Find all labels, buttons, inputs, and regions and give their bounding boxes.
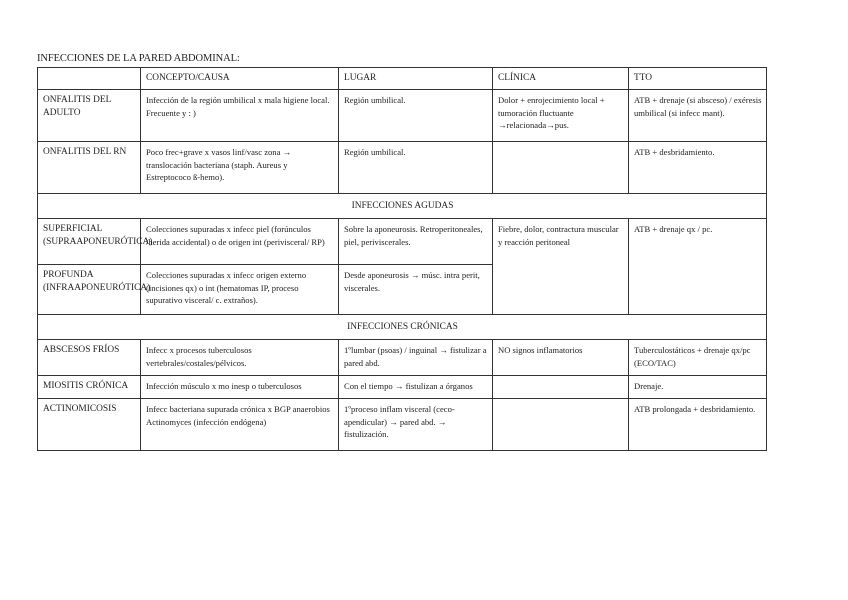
cell-concepto: Colecciones supuradas x infecc piel (forúnculos /herida accidental) o de origen int (perivisceral/ RP): [141, 219, 339, 265]
header-empty: [38, 68, 141, 90]
row-label: ABSCESOS FRÍOS: [38, 340, 141, 376]
table-row-onfalitis-rn: [38, 142, 767, 194]
cell-clinica-agudas: Fiebre, dolor, contractura muscular y reacción peritoneal: [493, 219, 629, 315]
cell-lugar: Sobre la aponeurosis. Retroperitoneales, piel, periviscerales.: [339, 219, 493, 265]
section-row-cronicas: [38, 315, 767, 340]
cell-concepto: Infección músculo x mo inesp o tuberculosos: [141, 376, 339, 399]
row-label: ONFALITIS DEL RN: [38, 142, 141, 194]
table-row-superficial: [38, 219, 767, 265]
cell-concepto: Infecc bacteriana supurada crónica x BGP anaerobios Actinomyces (infección endógena): [141, 399, 339, 451]
cell-tto: Tuberculostáticos + drenaje qx/pc (ECO/TAC): [629, 340, 767, 376]
section-heading-agudas: INFECCIONES AGUDAS: [38, 194, 767, 219]
table-header-row: [38, 68, 767, 90]
cell-tto-agudas: ATB + drenaje qx / pc.: [629, 219, 767, 315]
table-row-miositis: [38, 376, 767, 399]
infections-table: [37, 67, 767, 451]
section-row-agudas: [38, 194, 767, 219]
header-clinica: CLÍNICA: [493, 68, 629, 90]
cell-tto: Drenaje.: [629, 376, 767, 399]
cell-lugar: Región umbilical.: [339, 142, 493, 194]
cell-lugar: Región umbilical.: [339, 90, 493, 142]
header-lugar: LUGAR: [339, 68, 493, 90]
cell-concepto: Poco frec+grave x vasos linf/vasc zona → translocación bacteriana (staph. Aureus y Estreptococo ß-hemo).: [141, 142, 339, 194]
table-row-actinomicosis: [38, 399, 767, 451]
row-label: ACTINOMICOSIS: [38, 399, 141, 451]
cell-clinica: [493, 142, 629, 194]
cell-tto: ATB + desbridamiento.: [629, 142, 767, 194]
cell-tto: ATB + drenaje (si absceso) / exéresis umbilical (si infecc mant).: [629, 90, 767, 142]
cell-clinica: Dolor + enrojecimiento local + tumoración fluctuante →relacionada→pus.: [493, 90, 629, 142]
document-title: INFECCIONES DE LA PARED ABDOMINAL:: [37, 53, 240, 64]
table-row-abscesos-frios: [38, 340, 767, 376]
cell-clinica: [493, 399, 629, 451]
cell-clinica: [493, 376, 629, 399]
cell-clinica: NO signos inflamatorios: [493, 340, 629, 376]
header-tto: TTO: [629, 68, 767, 90]
header-concepto: CONCEPTO/CAUSA: [141, 68, 339, 90]
cell-lugar: 1ºproceso inflam visceral (ceco-apendicular) → pared abd. → fistulización.: [339, 399, 493, 451]
cell-concepto: Colecciones supuradas x infecc origen externo (incisiones qx) o int (hematomas IP, proceso supurativo visceral/ c. extraños).: [141, 265, 339, 315]
cell-lugar: Desde aponeurosis → músc. intra perit, viscerales.: [339, 265, 493, 315]
row-label: SUPERFICIAL (SUPRAAPONEURÓTICA): [38, 219, 141, 265]
cell-lugar: Con el tiempo → fistulizan a órganos: [339, 376, 493, 399]
cell-concepto: Infección de la región umbilical x mala higiene local. Frecuente y : ): [141, 90, 339, 142]
cell-lugar: 1ºlumbar (psoas) / inguinal → fistulizar a pared abd.: [339, 340, 493, 376]
row-label: ONFALITIS DEL ADULTO: [38, 90, 141, 142]
row-label: PROFUNDA (INFRAAPONEURÓTICA): [38, 265, 141, 315]
cell-concepto: Infecc x procesos tuberculosos vertebrales/costales/pélvicos.: [141, 340, 339, 376]
table-row-onfalitis-adulto: [38, 90, 767, 142]
row-label: MIOSITIS CRÓNICA: [38, 376, 141, 399]
cell-tto: ATB prolongada + desbridamiento.: [629, 399, 767, 451]
section-heading-cronicas: INFECCIONES CRÓNICAS: [38, 315, 767, 340]
